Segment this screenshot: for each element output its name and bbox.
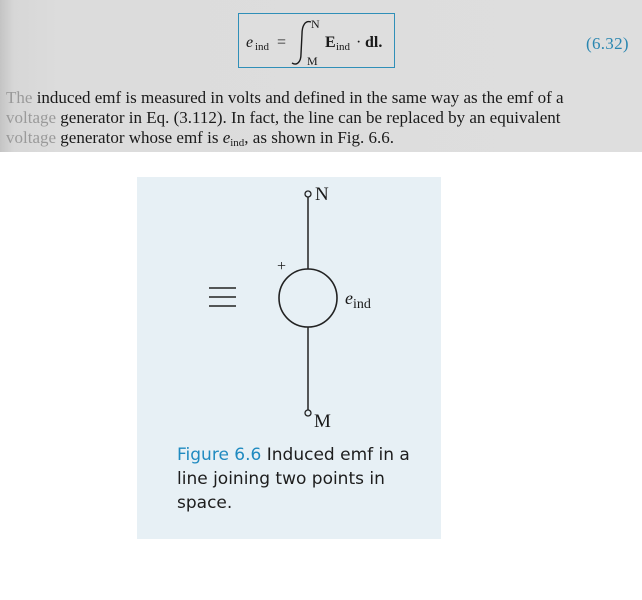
text-page-scan — [0, 0, 642, 152]
line3-start: voltage — [6, 128, 57, 147]
line2-text: generator in Eq. (3.112). In fact, the line can be replaced by an equivalent — [56, 108, 561, 127]
line3-var: e — [222, 128, 231, 147]
figure-caption-text: Induced emf in a line joining two points in space. — [177, 445, 410, 513]
equation-box — [238, 13, 395, 68]
integral-upper-limit: N — [311, 17, 320, 31]
terminal-m-node — [305, 410, 311, 416]
terminal-n-node — [305, 191, 311, 197]
paragraph-line-3 — [6, 128, 642, 153]
differential: dl. — [365, 34, 383, 51]
equivalence-symbol — [209, 288, 236, 306]
paragraph-line-1 — [6, 88, 642, 108]
terminal-m-label: M — [314, 411, 331, 432]
paragraph-line-2 — [6, 108, 642, 128]
line1-text: induced emf is measured in volts and defined in the same way as the emf of a — [32, 88, 564, 107]
equation-number: (6.32) — [586, 34, 629, 53]
equation-svg — [239, 14, 396, 69]
source-label: e — [345, 288, 353, 308]
figure-panel — [137, 177, 441, 539]
line3-pre: generator whose emf is — [56, 128, 223, 147]
equation-equals: = — [277, 34, 287, 51]
voltage-source-circle — [279, 269, 337, 327]
integrand-sub: ind — [336, 41, 351, 53]
body-paragraph — [6, 88, 642, 153]
equation-lhs: e — [246, 34, 254, 51]
figure-caption-label: Figure 6.6 — [177, 445, 262, 465]
integrand-vector: E — [325, 34, 336, 51]
plus-sign: + — [277, 258, 287, 275]
integral-lower-limit: M — [307, 54, 318, 68]
equation-lhs-sub: ind — [255, 41, 270, 53]
line2-start: voltage — [6, 108, 57, 127]
dot-operator: · — [356, 34, 362, 51]
line3-sub: ind — [230, 137, 245, 149]
line1-start: The — [6, 88, 33, 107]
terminal-n-label: N — [315, 184, 329, 205]
figure-caption — [177, 443, 427, 515]
line3-post: , as shown in Fig. 6.6. — [244, 128, 395, 147]
source-label-sub: ind — [353, 297, 371, 312]
